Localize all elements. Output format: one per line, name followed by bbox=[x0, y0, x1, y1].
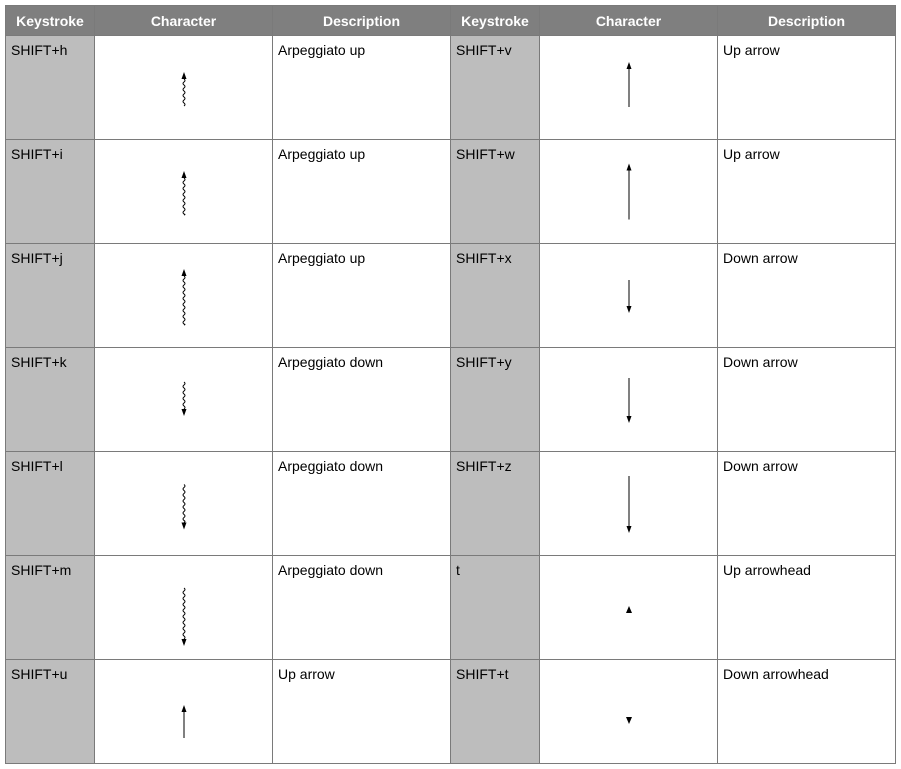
table-row bbox=[6, 244, 896, 348]
down-arrowhead-icon bbox=[540, 675, 717, 765]
keystroke-table bbox=[5, 5, 896, 764]
description-text: Arpeggiato up bbox=[278, 42, 366, 58]
character-cell bbox=[95, 452, 273, 556]
description-text: Arpeggiato up bbox=[278, 250, 366, 266]
down-arrow-medium-icon bbox=[540, 355, 717, 445]
keystroke-text: SHIFT+k bbox=[11, 354, 67, 370]
character-cell bbox=[540, 244, 718, 348]
description-cell bbox=[273, 348, 451, 452]
arpeggiato-up-medium-icon bbox=[95, 149, 272, 239]
character-cell bbox=[95, 244, 273, 348]
keystroke-cell bbox=[6, 556, 95, 660]
keystroke-cell bbox=[6, 244, 95, 348]
description-cell bbox=[718, 140, 896, 244]
down-arrow-long-icon bbox=[540, 459, 717, 549]
description-text: Arpeggiato down bbox=[278, 458, 384, 474]
description-text: Down arrow bbox=[723, 250, 798, 266]
arpeggiato-down-long-icon bbox=[95, 571, 272, 661]
table-row bbox=[6, 556, 896, 660]
description-cell bbox=[718, 660, 896, 764]
keystroke-text: SHIFT+z bbox=[456, 458, 512, 474]
description-cell bbox=[273, 556, 451, 660]
keystroke-text: SHIFT+j bbox=[11, 250, 63, 266]
table-row bbox=[6, 452, 896, 556]
description-text: Arpeggiato down bbox=[278, 562, 384, 578]
keystroke-text: t bbox=[456, 562, 460, 578]
description-cell bbox=[273, 452, 451, 556]
keystroke-cell bbox=[451, 348, 540, 452]
keystroke-cell bbox=[6, 348, 95, 452]
keystroke-cell bbox=[6, 36, 95, 140]
description-cell bbox=[718, 244, 896, 348]
keystroke-text: SHIFT+y bbox=[456, 354, 512, 370]
header-description: Description bbox=[273, 6, 451, 36]
description-cell bbox=[718, 452, 896, 556]
arpeggiato-down-short-icon bbox=[95, 353, 272, 443]
description-text: Down arrowhead bbox=[723, 666, 829, 682]
keystroke-cell bbox=[451, 660, 540, 764]
keystroke-text: SHIFT+m bbox=[11, 562, 72, 578]
description-cell bbox=[718, 348, 896, 452]
keystroke-cell bbox=[451, 244, 540, 348]
header-description: Description bbox=[718, 6, 896, 36]
description-text: Up arrow bbox=[278, 666, 335, 682]
keystroke-cell bbox=[451, 556, 540, 660]
character-cell bbox=[95, 36, 273, 140]
keystroke-text: SHIFT+w bbox=[456, 146, 515, 162]
table-row bbox=[6, 140, 896, 244]
character-cell bbox=[540, 36, 718, 140]
keystroke-cell bbox=[451, 36, 540, 140]
description-text: Arpeggiato up bbox=[278, 146, 366, 162]
description-text: Arpeggiato down bbox=[278, 354, 384, 370]
character-cell bbox=[95, 348, 273, 452]
keystroke-text: SHIFT+t bbox=[456, 666, 509, 682]
header-keystroke: Keystroke bbox=[451, 6, 540, 36]
description-text: Up arrowhead bbox=[723, 562, 811, 578]
character-cell bbox=[95, 556, 273, 660]
table-row bbox=[6, 660, 896, 764]
character-cell bbox=[540, 452, 718, 556]
keystroke-cell bbox=[6, 660, 95, 764]
description-cell bbox=[718, 556, 896, 660]
description-text: Down arrow bbox=[723, 354, 798, 370]
keystroke-text: SHIFT+x bbox=[456, 250, 512, 266]
keystroke-cell bbox=[451, 140, 540, 244]
header-character: Character bbox=[95, 6, 273, 36]
character-cell bbox=[540, 140, 718, 244]
table-row bbox=[6, 348, 896, 452]
up-arrow-short-icon bbox=[95, 677, 272, 767]
up-arrow-medium-icon bbox=[540, 40, 717, 130]
keystroke-text: SHIFT+v bbox=[456, 42, 512, 58]
description-cell bbox=[273, 244, 451, 348]
header-keystroke: Keystroke bbox=[6, 6, 95, 36]
header-character: Character bbox=[540, 6, 718, 36]
description-text: Down arrow bbox=[723, 458, 798, 474]
description-cell bbox=[273, 660, 451, 764]
keystroke-text: SHIFT+u bbox=[11, 666, 68, 682]
description-text: Up arrow bbox=[723, 146, 780, 162]
keystroke-text: SHIFT+i bbox=[11, 146, 63, 162]
description-cell bbox=[273, 36, 451, 140]
up-arrow-long-icon bbox=[540, 147, 717, 237]
keystroke-cell bbox=[451, 452, 540, 556]
arpeggiato-down-medium-icon bbox=[95, 461, 272, 551]
character-cell bbox=[540, 556, 718, 660]
character-cell bbox=[540, 348, 718, 452]
keystroke-text: SHIFT+l bbox=[11, 458, 63, 474]
down-arrow-short-icon bbox=[540, 251, 717, 341]
keystroke-table-container bbox=[5, 5, 896, 764]
up-arrowhead-icon bbox=[540, 565, 717, 655]
description-text: Up arrow bbox=[723, 42, 780, 58]
character-cell bbox=[95, 660, 273, 764]
character-cell bbox=[540, 660, 718, 764]
character-cell bbox=[95, 140, 273, 244]
header-row bbox=[6, 6, 896, 36]
description-cell bbox=[273, 140, 451, 244]
keystroke-cell bbox=[6, 140, 95, 244]
keystroke-text: SHIFT+h bbox=[11, 42, 68, 58]
description-cell bbox=[718, 36, 896, 140]
table-row bbox=[6, 36, 896, 140]
arpeggiato-up-short-icon bbox=[95, 45, 272, 135]
arpeggiato-up-long-icon bbox=[95, 253, 272, 343]
keystroke-cell bbox=[6, 452, 95, 556]
